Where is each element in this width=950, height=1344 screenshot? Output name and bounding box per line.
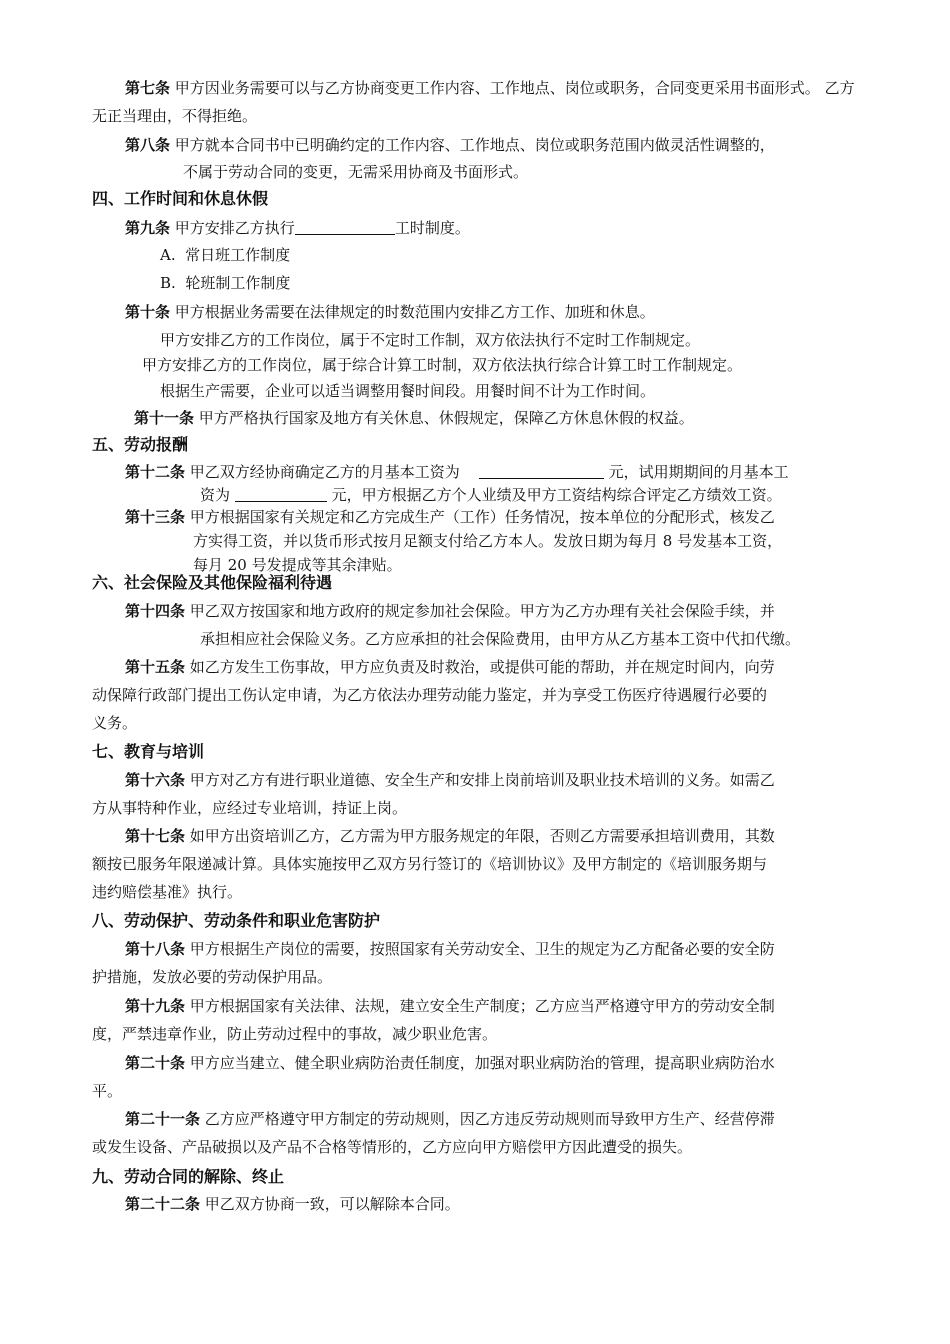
section-heading-6: 六、社会保险及其他保险福利待遇 (92, 573, 333, 592)
article-text: 甲方根据业务需要在法律规定的时数范围内安排乙方工作、加班和休息。 (174, 303, 655, 321)
article-13-cont2: 每月 20 号发提成等其余津贴。 (193, 556, 402, 574)
option-letter: B. (160, 274, 176, 292)
article-14 (125, 597, 895, 625)
article-text: 如甲方出资培训乙方，乙方需为甲方服务规定的年限，否则乙方需要承担培训费用，其数 (189, 827, 775, 845)
salary-blank[interactable] (479, 462, 604, 479)
article-10-line3: 根据生产需要，企业可以适当调整用餐时间段。用餐时间不计为工作时间。 (160, 382, 656, 400)
section-heading-8: 八、劳动保护、劳动条件和职业危害防护 (92, 911, 381, 930)
article-label: 第十九条 (125, 997, 186, 1015)
article-8 (125, 131, 895, 159)
article-label: 第二十一条 (125, 1110, 201, 1128)
article-text: 方从事特种作业，应经过专业培训，持证上岗。 (92, 799, 408, 817)
article-18 (92, 935, 862, 991)
probation-salary-blank[interactable] (235, 485, 327, 502)
article-label: 第十二条 (125, 463, 186, 481)
article-label: 第八条 (125, 136, 171, 154)
article-text: 工时制度。 (394, 219, 470, 237)
article-19 (92, 992, 862, 1048)
article-label: 第十一条 (134, 409, 195, 427)
article-text: 甲乙双方经协商确定乙方的月基本工资为 (189, 463, 460, 481)
article-21 (92, 1105, 862, 1161)
option-text: 轮班制工作制度 (185, 274, 291, 292)
article-10-line2: 甲方安排乙方的工作岗位，属于综合计算工时制，双方依法执行综合计算工时工作制规定。 (142, 356, 743, 374)
section-heading-7: 七、教育与培训 (92, 742, 205, 761)
section-heading-4: 四、工作时间和休息休假 (92, 189, 269, 208)
article-10 (125, 298, 895, 326)
article-10-line1: 甲方安排乙方的工作岗位，属于不定时工作制，双方依法执行不定时工作制规定。 (160, 331, 701, 349)
article-text: 甲方就本合同书中已明确约定的工作内容、工作地点、岗位或职务范围内做灵活性调整的， (174, 136, 775, 154)
fill-blank[interactable] (295, 218, 395, 235)
article-label: 第十四条 (125, 602, 186, 620)
article-text: 甲方严格执行国家及地方有关休息、休假规定，保障乙方休息休假的权益。 (198, 409, 694, 427)
article-20 (92, 1049, 862, 1105)
article-11 (134, 404, 904, 432)
option-text: 常日班工作制度 (185, 246, 291, 264)
article-17 (92, 822, 862, 906)
option-b (160, 270, 290, 296)
article-text: 额按已服务年限递减计算。具体实施按甲乙双方另行签订的《培训协议》及甲方制定的《培训服务期与 (92, 855, 768, 873)
article-label: 第十八条 (125, 940, 186, 958)
article-text: 甲乙双方协商一致，可以解除本合同。 (204, 1195, 460, 1213)
article-text: 资为 (200, 486, 231, 504)
article-text: 度，严禁违章作业，防止劳动过程中的事故，减少职业危害。 (92, 1025, 498, 1043)
article-text: 元，试用期期间的月基本工 (608, 463, 789, 481)
article-16 (92, 766, 862, 822)
section-heading-9: 九、劳动合同的解除、终止 (92, 1167, 285, 1186)
article-text: 甲方根据国家有关法律、法规，建立安全生产制度；乙方应当严格遵守甲方的劳动安全制 (189, 997, 775, 1015)
option-letter: A. (160, 246, 176, 264)
article-text: 平。 (92, 1082, 123, 1100)
article-13-cont1: 方实得工资，并以货币形式按月足额支付给乙方本人。发放日期为每月 8 号发基本工资， (193, 532, 783, 550)
article-text: 甲方安排乙方执行 (174, 219, 295, 237)
article-22 (125, 1190, 895, 1218)
option-a (160, 242, 290, 268)
article-label: 第十七条 (125, 827, 186, 845)
article-label: 第二十二条 (125, 1195, 201, 1213)
article-label: 第十五条 (125, 658, 186, 676)
article-8-cont: 不属于劳动合同的变更，无需采用协商及书面形式。 (183, 163, 529, 181)
article-9 (125, 214, 895, 242)
article-label: 第十三条 (125, 508, 186, 526)
article-label: 第九条 (125, 219, 171, 237)
section-heading-5: 五、劳动报酬 (92, 435, 189, 454)
article-text: 元，甲方根据乙方个人业绩及甲方工资结构综合评定乙方绩效工资。 (331, 486, 782, 504)
article-text: 护措施，发放必要的劳动保护用品。 (92, 968, 333, 986)
article-text: 乙方应严格遵守甲方制定的劳动规则，因乙方违反劳动规则而导致甲方生产、经营停滞 (204, 1110, 775, 1128)
article-text: 甲方对乙方有进行职业道德、安全生产和安排上岗前培训及职业技术培训的义务。如需乙 (189, 771, 775, 789)
article-text: 甲方根据生产岗位的需要，按照国家有关劳动安全、卫生的规定为乙方配备必要的安全防 (189, 940, 775, 958)
article-text: 义务。 (92, 714, 138, 732)
article-text: 或发生设备、产品破损以及产品不合格等情形的，乙方应向甲方赔偿甲方因此遭受的损失。 (92, 1138, 693, 1156)
article-text: 甲方应当建立、健全职业病防治责任制度，加强对职业病防治的管理，提高职业病防治水 (189, 1054, 775, 1072)
article-text: 违约赔偿基准》执行。 (92, 883, 243, 901)
article-label: 第二十条 (125, 1054, 186, 1072)
article-14-cont: 承担相应社会保险义务。乙方应承担的社会保险费用，由甲方从乙方基本工资中代扣代缴。 (200, 630, 801, 648)
article-text: 如乙方发生工伤事故，甲方应负责及时救治，或提供可能的帮助，并在规定时间内，向劳 (189, 658, 775, 676)
article-text: 甲方根据国家有关规定和乙方完成生产（工作）任务情况，按本单位的分配形式，核发乙 (189, 508, 775, 526)
article-label: 第十条 (125, 303, 171, 321)
article-text: 动保障行政部门提出工伤认定申请，为乙方依法办理劳动能力鉴定，并为享受工伤医疗待遇履行必要的 (92, 686, 768, 704)
article-text: 甲乙双方按国家和地方政府的规定参加社会保险。甲方为乙方办理有关社会保险手续，并 (189, 602, 775, 620)
article-label: 第十六条 (125, 771, 186, 789)
article-label: 第七条 (125, 79, 171, 97)
article-15 (92, 653, 862, 737)
article-text: 甲方因业务需要可以与乙方协商变更工作内容、工作地点、岗位或职务，合同变更采用书面形式。 乙方无正当理由，不得拒绝。 (92, 79, 855, 125)
article-7 (92, 74, 862, 130)
